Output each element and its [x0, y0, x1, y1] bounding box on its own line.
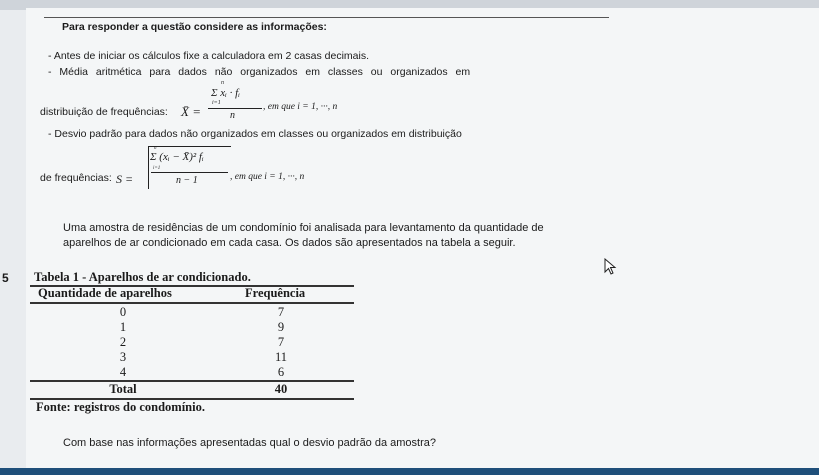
top-divider: [44, 17, 609, 18]
cell-quantity: 2: [119, 335, 127, 349]
paragraph-line-1: Uma amostra de residências de um condomínio foi analisada para levantamento da quantidade de: [63, 222, 544, 234]
header-frequency: Frequência: [245, 286, 306, 300]
mean-fraction-bar: [208, 108, 262, 109]
mean-condition: , em que i = 1, ···, n: [263, 102, 338, 112]
intro-text: Para responder a questão considere as informações:: [62, 21, 327, 33]
sd-fraction-bar: [151, 172, 228, 173]
cell-frequency: 7: [277, 305, 285, 319]
cell-frequency: 7: [277, 335, 285, 349]
cell-frequency: 6: [277, 365, 285, 379]
sd-condition: , em que i = 1, ···, n: [230, 172, 305, 182]
table-caption: Tabela 1 - Aparelhos de ar condicionado.: [34, 270, 251, 284]
mean-lhs: X̄ =: [181, 104, 201, 119]
total-label: Total: [109, 382, 137, 396]
cell-quantity: 0: [119, 305, 127, 319]
table-source: Fonte: registros do condomínio.: [36, 400, 205, 414]
cell-frequency: 11: [274, 350, 288, 364]
mean-sum-top: n: [221, 80, 224, 86]
question-text: Com base nas informações apresentadas qual o desvio padrão da amostra?: [63, 437, 437, 449]
bullet-std: - Desvio padrão para dados não organizados em classes ou organizados em distribuição: [48, 128, 462, 140]
question-number: 5: [2, 271, 9, 285]
bullet-decimals: - Antes de iniciar os cálculos fixe a calculadora em 2 casas decimais.: [48, 50, 369, 62]
mean-numerator: Σ xᵢ · fᵢ: [211, 87, 240, 99]
sd-label: de frequências:: [40, 172, 112, 184]
mean-label: distribuição de frequências:: [40, 106, 168, 118]
sd-lhs: S =: [116, 172, 134, 186]
sd-denominator: n − 1: [176, 175, 198, 186]
mean-denominator: n: [230, 110, 235, 121]
mean-sum-bottom: i=1: [212, 100, 221, 106]
header-rule: [30, 302, 354, 304]
sd-sum-bottom: i=1: [153, 166, 161, 171]
cell-quantity: 1: [119, 320, 127, 334]
cell-quantity: 3: [119, 350, 127, 364]
cell-quantity: 4: [119, 365, 127, 379]
paragraph-line-2: aparelhos de ar condicionado em cada casa. Os dados são apresentados na tabela a seguir.: [63, 237, 516, 249]
header-quantity: Quantidade de aparelhos: [38, 286, 172, 300]
bullet-mean: - Média aritmética para dados não organizados em classes ou organizados em: [48, 66, 471, 78]
taskbar-edge: [0, 468, 819, 475]
cell-frequency: 9: [277, 320, 285, 334]
mouse-cursor-icon: [604, 258, 618, 276]
total-value: 40: [274, 382, 288, 396]
sd-sum-top: n: [154, 146, 157, 151]
sd-numerator: Σ (xᵢ − X̄)² fᵢ: [150, 151, 204, 163]
